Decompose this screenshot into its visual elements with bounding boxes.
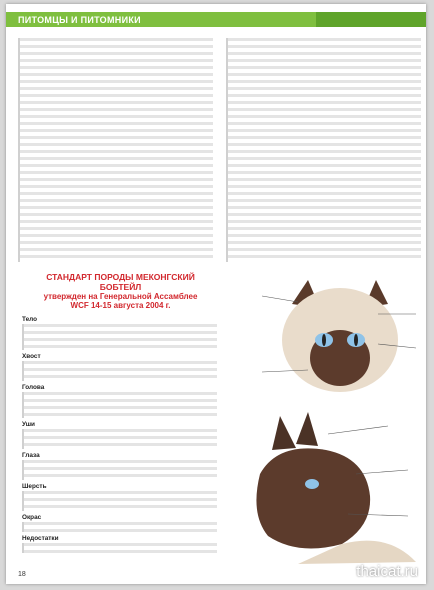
magazine-page	[6, 4, 426, 584]
header-accent	[316, 12, 426, 27]
standard-subtitle-line: WCF 14-15 августа 2004 г.	[70, 301, 171, 310]
standard-title-line: БОБТЕЙЛ	[99, 282, 142, 292]
section-body-placeholder	[22, 543, 217, 553]
section-body-placeholder	[22, 460, 217, 480]
section-body-placeholder	[22, 324, 217, 350]
standard-title-line: СТАНДАРТ ПОРОДЫ МЕКОНГСКИЙ	[46, 272, 195, 282]
section-body-placeholder	[22, 429, 217, 449]
standard-section	[22, 316, 217, 350]
section-body-placeholder	[22, 522, 217, 532]
body-text-placeholder	[226, 38, 421, 262]
section-heading: Недостатки	[22, 535, 59, 542]
body-text-placeholder	[18, 38, 213, 262]
standard-section	[22, 452, 217, 480]
standard-section	[22, 535, 217, 553]
section-title: ПИТОМЦЫ И ПИТОМНИКИ	[18, 14, 141, 25]
section-heading: Глаза	[22, 452, 40, 459]
intro-text-left	[18, 38, 213, 262]
section-header-bar	[6, 12, 426, 27]
section-heading: Окрас	[22, 514, 42, 521]
standard-section	[22, 514, 217, 532]
section-body-placeholder	[22, 491, 217, 511]
standard-section	[22, 483, 217, 511]
section-body-placeholder	[22, 361, 217, 381]
standard-title-block	[18, 272, 223, 310]
section-heading: Уши	[22, 421, 35, 428]
site-watermark: thaicat.ru	[356, 563, 418, 580]
standard-subtitle-line: утвержден на Генеральной Ассамблее	[43, 292, 198, 301]
section-body-placeholder	[22, 392, 217, 418]
section-heading: Хвост	[22, 353, 41, 360]
intro-text-right	[226, 38, 421, 262]
section-heading: Тело	[22, 316, 38, 323]
standard-section	[22, 384, 217, 418]
cat-head-front-photo	[258, 274, 418, 404]
section-heading: Голова	[22, 384, 45, 391]
section-heading: Шерсть	[22, 483, 47, 490]
cat-head-profile-photo	[238, 404, 418, 564]
page-number: 18	[18, 571, 26, 578]
standard-section	[22, 421, 217, 449]
standard-section	[22, 353, 217, 381]
standard-sections	[22, 316, 217, 556]
